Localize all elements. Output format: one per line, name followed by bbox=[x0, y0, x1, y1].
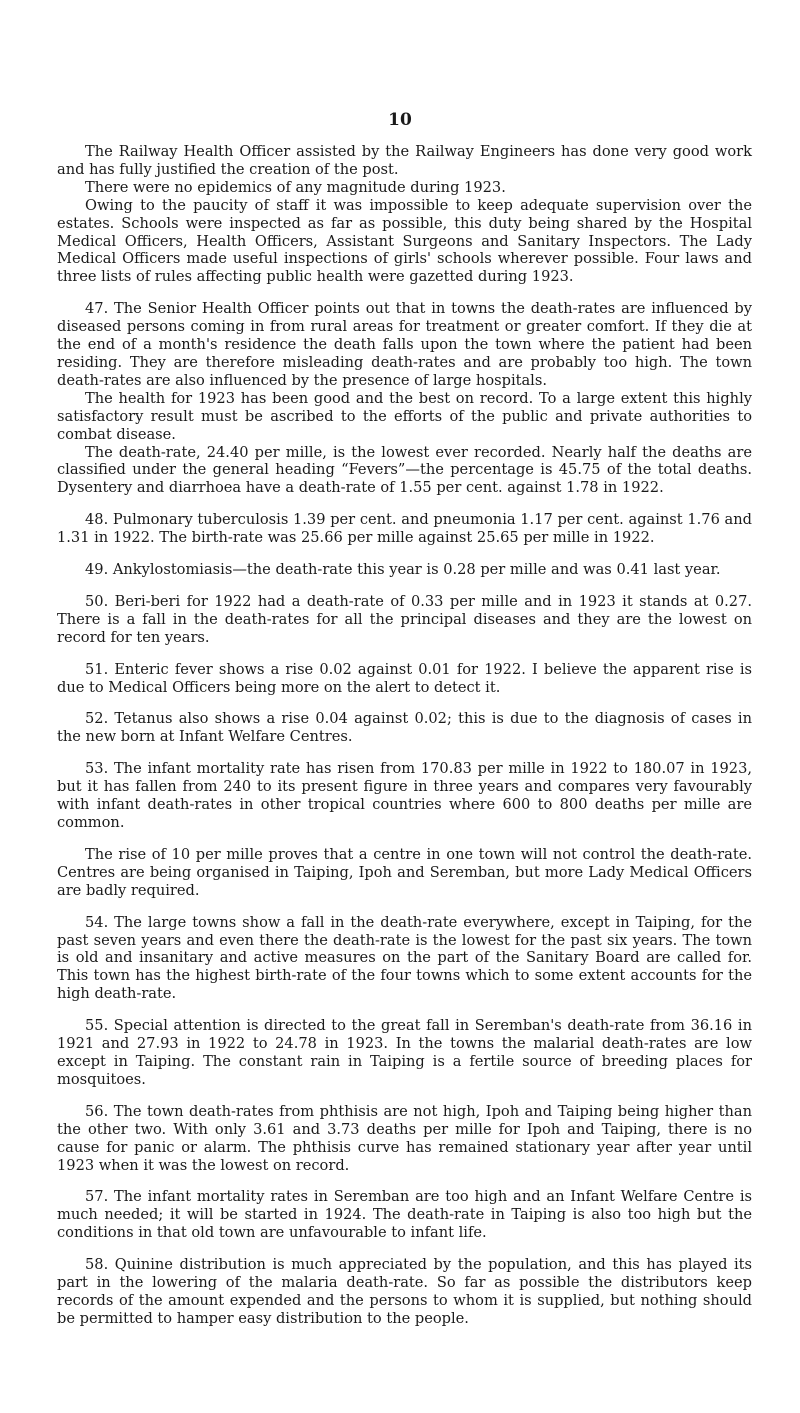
paragraph-53: 53. The infant mortality rate has risen from 170.83 per mille in 1922 to 180.07 in 1923, but it has fallen from 240 to its present figure in three years and compares very favourably with infant death-rates in other tropical countries where 600 to 800 deaths per mille are common. bbox=[57, 760, 752, 831]
paragraph-rise-of-10: The rise of 10 per mille proves that a centre in one town will not control the death-rate. Centres are being organised in Taiping, Ipoh and Seremban, but more Lady Medical Officers are badly required. bbox=[57, 845, 752, 899]
paragraph-58: 58. Quinine distribution is much appreciated by the population, and this has played its part in the lowering of the malaria death-rate. So far as possible the distributors keep records of the amount expended and the persons to whom it is supplied, but nothing should be permitted to hamper easy distribution to the people. bbox=[57, 1256, 752, 1327]
page-number: 10 bbox=[388, 110, 412, 130]
body-text bbox=[57, 143, 752, 1328]
paragraph-death-rate: The death-rate, 24.40 per mille, is the lowest ever recorded. Nearly half the deaths are classified under the general heading “Fevers”—the percentage is 45.75 of the total deaths. Dysentery and diarrhoea have a death-rate of 1.55 per cent. against 1.78 in 1922. bbox=[57, 443, 752, 497]
paragraph-52: 52. Tetanus also shows a rise 0.04 against 0.02; this is due to the diagnosis of cases in the new born at Infant Welfare Centres. bbox=[57, 710, 752, 746]
paragraph-48: 48. Pulmonary tuberculosis 1.39 per cent. and pneumonia 1.17 per cent. against 1.76 and 1.31 in 1922. The birth-rate was 25.66 per mille against 25.65 per mille in 1922. bbox=[57, 511, 752, 547]
paragraph-56: 56. The town death-rates from phthisis are not high, Ipoh and Taiping being higher than the other two. With only 3.61 and 3.73 deaths per mille for Ipoh and Taiping, there is no cause for panic or alarm. The phthisis curve has remained stationary year after year until 1923 when it was the lowest on record. bbox=[57, 1102, 752, 1174]
paragraph-55: 55. Special attention is directed to the great fall in Seremban's death-rate from 36.16 in 1921 and 27.93 in 1922 to 24.78 in 1923. In the towns the malarial death-rates are low except in Taiping. The constant rain in Taiping is a fertile source of breeding places for mosquitoes. bbox=[57, 1017, 752, 1088]
paragraph-57: 57. The infant mortality rates in Seremban are too high and an Infant Welfare Centre is much needed; it will be started in 1924. The death-rate in Taiping is also too high but the conditions in that old town are unfavourable to infant life. bbox=[57, 1188, 752, 1242]
paragraph-no-epidemics: There were no epidemics of any magnitude during 1923. bbox=[85, 178, 506, 196]
paragraph-railway-health-officer: The Railway Health Officer assisted by the Railway Engineers has done very good work and has fully justified the creation of the post. bbox=[57, 143, 752, 178]
paragraph-49: 49. Ankylostomiasis—the death-rate this year is 0.28 per mille and was 0.41 last year. bbox=[85, 561, 721, 579]
paragraph-staff-supervision: Owing to the paucity of staff it was impossible to keep adequate supervision over the estates. Schools were inspected as far as possible, this duty being shared by the Hospital Medical Officers, Health Officers, Assistant Surgeons and Sanitary Inspectors. The Lady Medical Officers made useful inspections of girls' schools wherever possible. Four laws and three lists of rules affecting public health were gazetted during 1923. bbox=[57, 196, 752, 286]
paragraph-47: 47. The Senior Health Officer points out that in towns the death-rates are influenced by diseased persons coming in from rural areas for treatment or greater comfort. If they die at the end of a month's residence the death falls upon the town where the patient had been residing. They are therefore misleading death-rates and are probably too high. The town death-rates are also influenced by the presence of large hospitals. bbox=[57, 300, 752, 389]
paragraph-health-1923: The health for 1923 has been good and the best on record. To a large extent this highly satisfactory result must be ascribed to the efforts of the public and private authorities to combat disease. bbox=[57, 389, 752, 443]
paragraph-51: 51. Enteric fever shows a rise 0.02 against 0.01 for 1922. I believe the apparent rise is due to Medical Officers being more on the alert to detect it. bbox=[57, 660, 752, 696]
paragraph-50: 50. Beri-beri for 1922 had a death-rate of 0.33 per mille and in 1923 it stands at 0.27. There is a fall in the death-rates for all the principal diseases and they are the lowest on record for ten years. bbox=[57, 592, 752, 646]
paragraph-54: 54. The large towns show a fall in the death-rate everywhere, except in Taiping, for the past seven years and even there the death-rate is the lowest for the past six years. The town is old and insanitary and active measures on the part of the Sanitary Board are called for. This town has the highest birth-rate of the four towns which to some extent accounts for the high death-rate. bbox=[57, 913, 752, 1003]
